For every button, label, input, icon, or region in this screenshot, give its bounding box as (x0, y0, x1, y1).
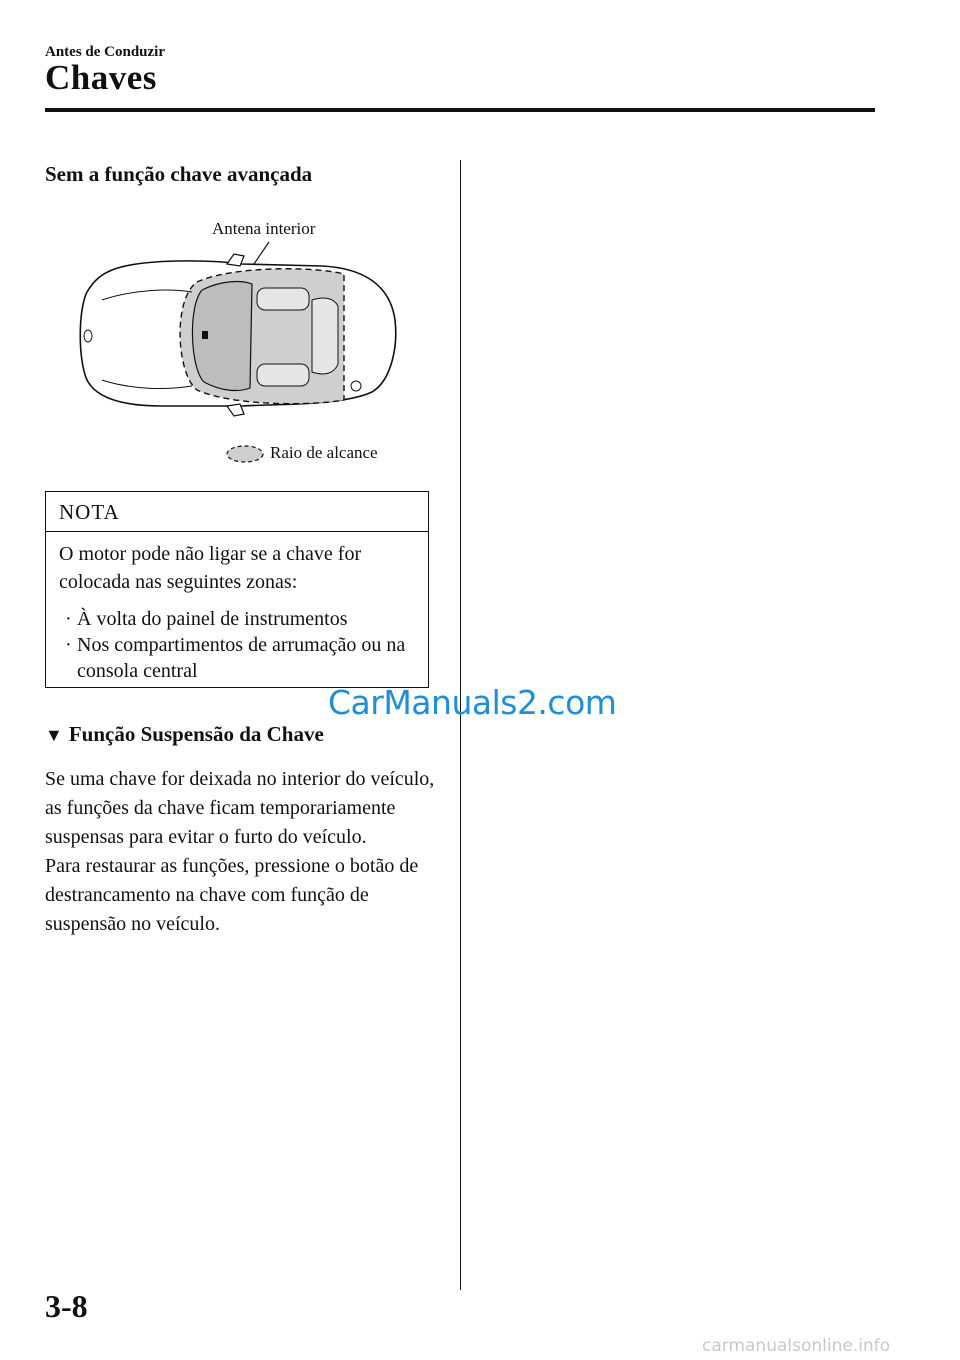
footer-url[interactable]: carmanualsonline.info (702, 1336, 891, 1356)
note-item-text: Nos compartimentos de arrumação ou na consola central (77, 634, 406, 682)
breadcrumb: Antes de Conduzir (45, 44, 166, 60)
windshield (192, 282, 252, 391)
note-box (45, 491, 429, 688)
car-top-view-diagram (72, 240, 412, 425)
note-title: NOTA (46, 492, 428, 532)
header-rule (45, 108, 875, 112)
page-number: 3-8 (45, 1288, 88, 1324)
subsection-heading (45, 722, 324, 747)
paragraph: Se uma chave for deixada no interior do veículo, as funções da chave ficam temporariamente suspensas para evitar o furto do veículo. (45, 768, 435, 848)
subsection-heading-text: Função Suspensão da Chave (68, 722, 324, 746)
list-item (59, 606, 428, 632)
body-text (45, 765, 435, 939)
bullet-icon: · (65, 608, 72, 630)
antenna-marker (202, 331, 208, 339)
range-legend-icon (225, 443, 265, 465)
note-item-text: À volta do painel de instrumentos (77, 608, 348, 630)
rear-deck (312, 298, 338, 374)
seat-left (257, 288, 309, 310)
note-body (46, 532, 428, 684)
page-title: Chaves (45, 58, 157, 97)
section-heading: Sem a função chave avançada (45, 162, 313, 186)
antenna-label: Antena interior (212, 219, 316, 238)
column-divider (460, 160, 461, 1290)
bullet-icon: · (65, 634, 72, 656)
seat-right (257, 364, 309, 386)
watermark-link[interactable]: CarManuals2.com (328, 683, 617, 722)
note-list (59, 606, 428, 684)
list-item (59, 632, 428, 684)
range-legend-label: Raio de alcance (270, 443, 378, 462)
note-intro: O motor pode não ligar se a chave for colocada nas seguintes zonas: (59, 543, 362, 593)
paragraph: Para restaurar as funções, pressione o botão de destrancamento na chave com função de suspensão no veículo. (45, 855, 419, 935)
triangle-down-icon: ▼ (45, 725, 63, 745)
